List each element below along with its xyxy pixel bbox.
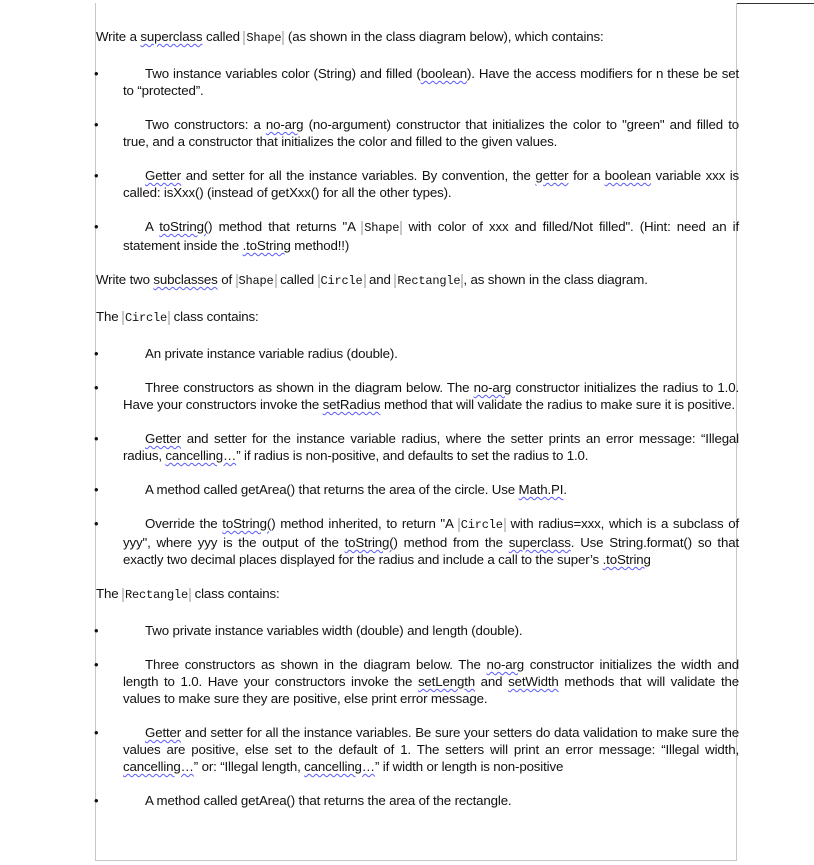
list-item-text: • Two constructors: a no-arg (no-argument) constructor that initializes the color to "green" and filled to true, and a constructor that initializes the color and filled to the given values.	[123, 117, 739, 149]
list-item-text: • Three constructors as shown in the diagram below. The no-arg constructor initializes the radius to 1.0. Have your constructors invoke the setRadius method that will validate the radius to make sure it is positive.	[123, 380, 739, 412]
list-item	[96, 430, 739, 464]
rectangle-heading: The Rectangle class contains:	[96, 586, 280, 602]
circle-heading: The Circle class contains:	[96, 309, 259, 325]
circle-list	[96, 345, 739, 568]
list-item-text: • Two private instance variables width (double) and length (double).	[145, 623, 523, 638]
list-item	[96, 116, 739, 150]
list-item-text: • Getter and setter for all the instance variables. By convention, the getter for a boolean variable xxx is called: isXxx() (instead of getXxx() for all the other types).	[123, 168, 739, 200]
list-item-text: • Two instance variables color (String) and filled (boolean). Have the access modifiers for n these be set to “protected”.	[123, 66, 740, 98]
top-rule	[737, 3, 814, 4]
list-item	[96, 656, 739, 707]
document-body	[96, 28, 739, 826]
list-item	[96, 379, 739, 413]
list-item	[96, 481, 739, 498]
subclasses-paragraph: Write two subclasses of Shape called Circle and Rectangle , as shown in the class diagram.	[96, 272, 648, 288]
list-item-text: • A method called getArea() that returns the area of the rectangle.	[145, 793, 512, 808]
list-item-text: • Three constructors as shown in the diagram below. The no-arg constructor initializes the width and length to 1.0. Have your constructors invoke the setLength and setWidth methods that will validate the values to make sure they are positive, else print error message.	[123, 657, 740, 706]
list-item-text: • Getter and setter for the instance variable radius, where the setter prints an error message: “Illegal radius, cancelling…” if radius is non-positive, and defaults to set the radius to 1.0.	[123, 431, 739, 463]
list-item	[96, 515, 739, 568]
list-item	[96, 345, 739, 362]
list-item	[96, 724, 739, 775]
list-item	[96, 622, 739, 639]
list-item	[96, 792, 739, 809]
list-item-text: • An private instance variable radius (double).	[145, 346, 398, 361]
intro-paragraph: Write a superclass called Shape (as shown in the class diagram below), which contains:	[96, 29, 604, 45]
list-item-text: • Override the toString() method inherited, to return "A Circle with radius=xxx, which is a subclass of yyy", where yyy is the output of the toString() method from the superclass. Use String.format() so that exactly two decimal places displayed for the radius and include a call to the super’s .toString	[123, 516, 739, 567]
list-item-text: • A toString() method that returns "A Shape with color of xxx and filled/Not filled". (Hint: need an if statement inside the .toString method!!)	[123, 219, 740, 253]
rectangle-list	[96, 622, 739, 809]
list-item-text: • Getter and setter for all the instance variables. Be sure your setters do data validation to make sure the values are positive, else set to the default of 1. The setters will print an error message: “Illegal width, cancelling…” or: “Illegal length, cancelling…” if width or length is non-positive	[123, 725, 739, 774]
list-item-text: • A method called getArea() that returns the area of the circle. Use Math.PI.	[145, 482, 567, 497]
list-item	[96, 167, 739, 201]
shape-list	[96, 65, 739, 254]
list-item	[96, 218, 739, 254]
list-item	[96, 65, 739, 99]
